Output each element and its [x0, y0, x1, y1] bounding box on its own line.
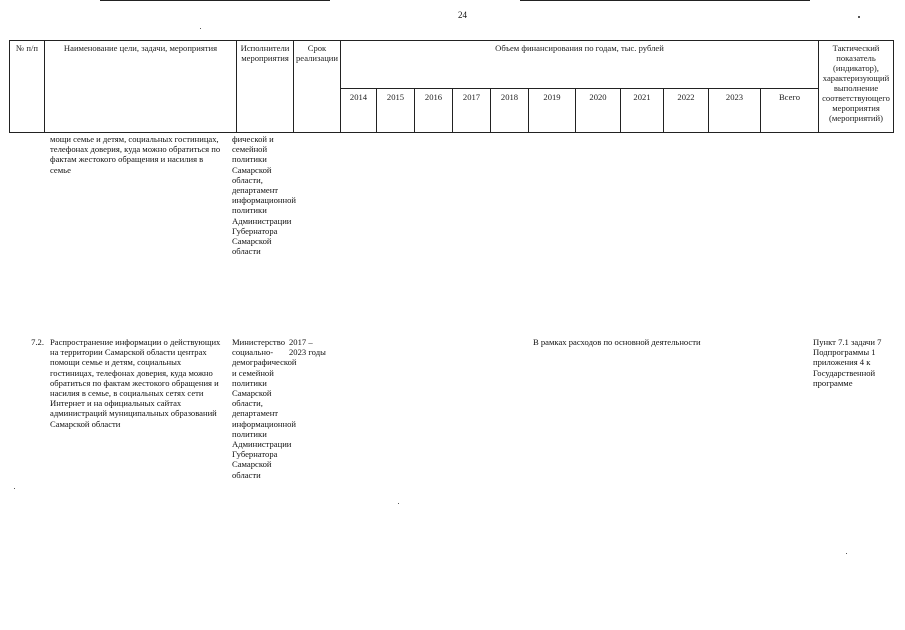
scan-speck: [14, 488, 15, 489]
header-executors: Исполнители мероприятия: [237, 41, 294, 133]
top-rule-right: [520, 0, 810, 1]
scan-speck: [200, 28, 201, 29]
continued-name: мощи семье и детям, социальных гостиницах, телефонах доверия, куда можно обратиться по фактам жестокого обращения и насилия в семье: [50, 134, 221, 175]
header-year-2014: 2014: [341, 89, 377, 133]
header-year-2015: 2015: [377, 89, 415, 133]
header-number: № п/п: [10, 41, 45, 133]
header-year-2019: 2019: [529, 89, 576, 133]
row-name: Распространение информации о действующих на территории Самарской области центрах помощи семье и детям, социальных гостиницах, телефонах доверия, куда можно обратиться по фактам жестокого обращения и насилия в семье, в социальных сетях сети Интернет и на официальных сайтах администраций муниципальных образований Самарской области: [50, 337, 221, 429]
header-year-2017: 2017: [453, 89, 491, 133]
scan-speck: [398, 503, 399, 504]
row-funding-note: В рамках расходов по основной деятельности: [533, 337, 701, 347]
header-year-2016: 2016: [415, 89, 453, 133]
row-tactical: Пункт 7.1 задачи 7 Подпрограммы 1 приложения 4 к Государственной программе: [813, 337, 882, 388]
row-executor: Министерство социально-демографической и семейной политики Самарской области, департамент информационной политики Администрации Губернатора Самарской области: [232, 337, 297, 480]
header-year-2021: 2021: [621, 89, 664, 133]
continued-executor: фической и семейной политики Самарской области, департамент информационной политики Администрации Губернатора Самарской области: [232, 134, 297, 257]
header-name: Наименование цели, задачи, мероприятия: [45, 41, 237, 133]
row-number: 7.2.: [31, 337, 44, 347]
row-term: 2017 – 2023 годы: [289, 337, 326, 358]
header-year-2023: 2023: [709, 89, 761, 133]
header-year-2018: 2018: [491, 89, 529, 133]
header-financing: Объем финансирования по годам, тыс. рублей: [341, 41, 819, 89]
scan-speck: [846, 553, 847, 554]
scan-speck: [858, 16, 860, 18]
financing-table-header: [9, 40, 894, 133]
header-tactical: Тактический показатель (индикатор), характеризующий выполнение соответствующего мероприятия (мероприятий): [819, 41, 894, 133]
header-total: Всего: [761, 89, 819, 133]
header-year-2022: 2022: [664, 89, 709, 133]
header-year-2020: 2020: [576, 89, 621, 133]
header-term: Срок реализации: [294, 41, 341, 133]
top-rule-left: [100, 0, 330, 1]
page-number: 24: [458, 10, 467, 20]
